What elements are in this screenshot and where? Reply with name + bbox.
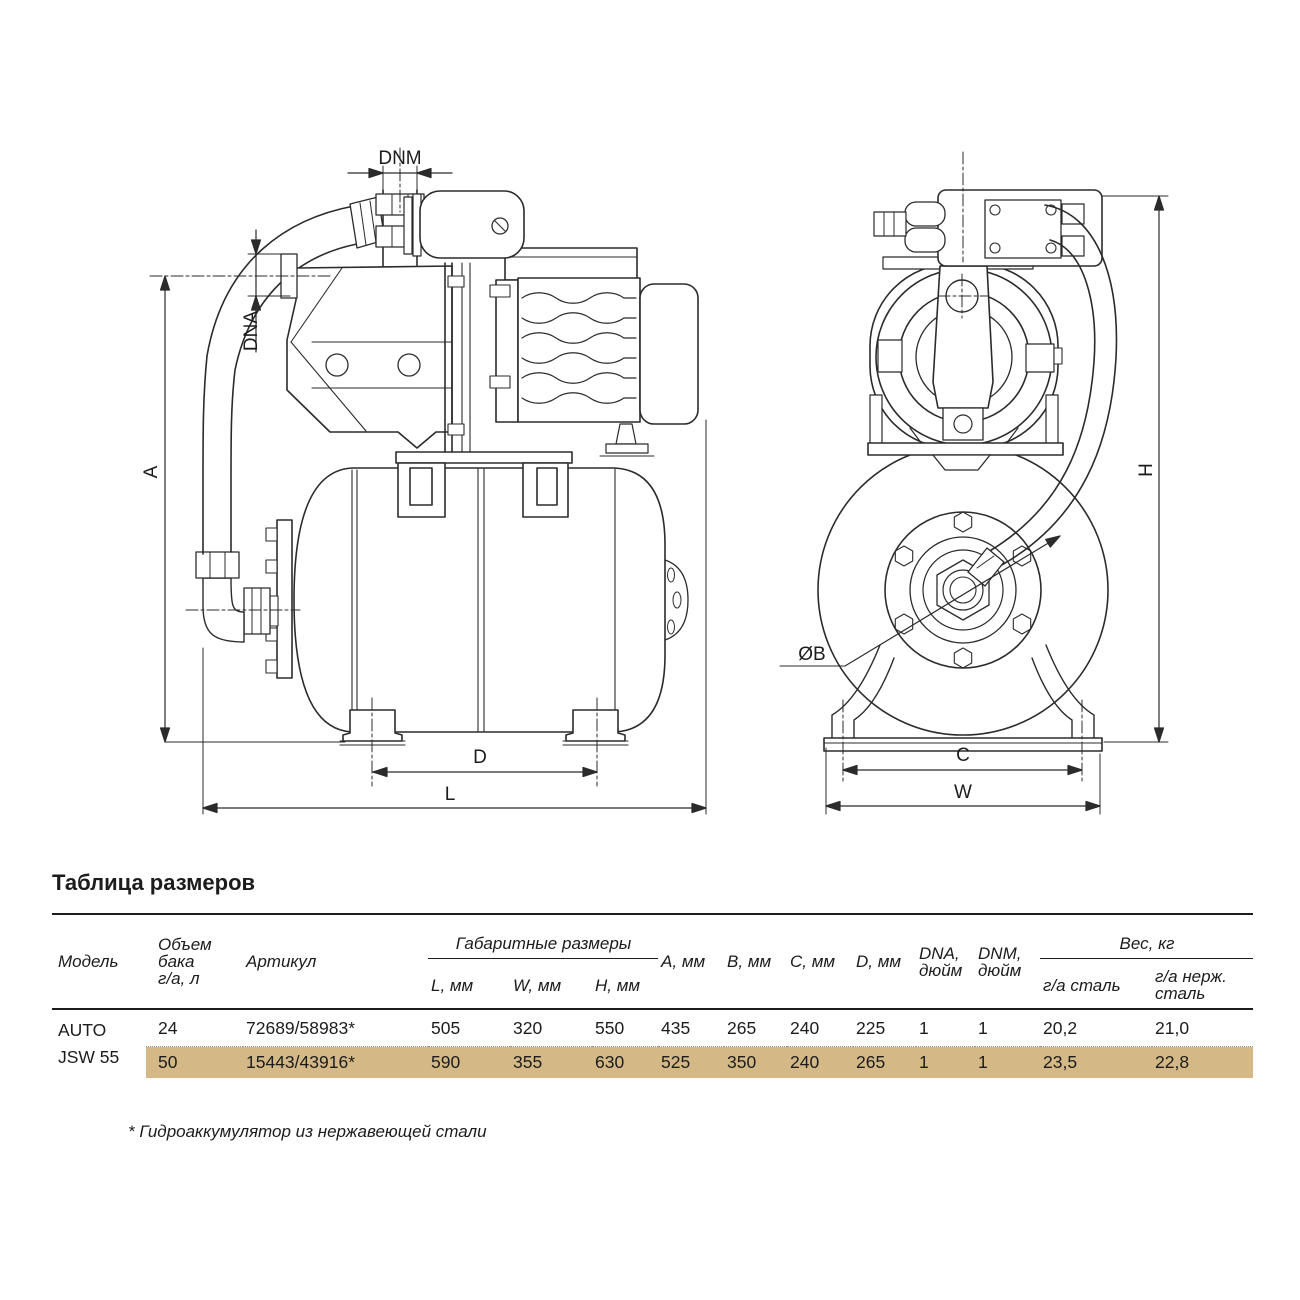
col-header-weight-group: Вес, кг	[1040, 914, 1253, 959]
col-header-c: C, мм	[790, 952, 836, 971]
cell-dna: 1	[919, 1017, 929, 1038]
fan-cover	[640, 284, 698, 424]
dim-label-d: D	[473, 747, 487, 768]
pump-body-side	[281, 254, 452, 448]
cell-b: 350	[724, 1047, 787, 1079]
cell-h: 630	[592, 1047, 658, 1079]
cell-article: 15443/43916*	[243, 1047, 428, 1079]
cell-volume: 50	[146, 1047, 243, 1079]
cell-weight-steel: 23,5	[1040, 1047, 1152, 1079]
motor-foot	[600, 424, 654, 456]
col-header-l: L, мм	[431, 975, 474, 995]
front-view	[818, 152, 1116, 784]
cell-a: 525	[658, 1047, 724, 1079]
cell-c: 240	[790, 1017, 820, 1038]
col-header-dims-group: Габаритные размеры	[428, 914, 658, 959]
table-row-24l	[52, 1009, 1253, 1047]
header-row-groups	[52, 914, 1253, 959]
tank-side	[294, 468, 665, 732]
dim-label-c: C	[956, 745, 970, 766]
terminal-box	[505, 248, 637, 280]
col-header-volume: Объем бака г/а, л	[158, 935, 212, 988]
suction-elbow	[196, 552, 244, 642]
dim-label-w: W	[954, 782, 972, 803]
cell-l: 505	[431, 1017, 461, 1038]
cell-weight-inox: 21,0	[1155, 1017, 1190, 1038]
side-view	[150, 148, 698, 786]
cell-w: 320	[513, 1017, 543, 1038]
col-header-b: B, мм	[727, 952, 772, 971]
pressure-switch-side	[404, 191, 524, 258]
tank-front	[818, 445, 1108, 735]
cell-dnm: 1	[978, 1017, 988, 1038]
cell-volume: 24	[158, 1017, 178, 1038]
col-header-article: Артикул	[246, 952, 317, 971]
col-header-dnm: DNM, дюйм	[978, 943, 1022, 980]
col-header-dna: DNA, дюйм	[919, 943, 963, 980]
dim-label-b: ØB	[798, 644, 826, 665]
cell-b: 265	[727, 1017, 757, 1038]
dim-label-l: L	[444, 784, 456, 805]
cell-l: 590	[428, 1047, 510, 1079]
cell-d: 225	[856, 1017, 886, 1038]
table-footnote: * Гидроаккумулятор из нержавеющей стали	[128, 1122, 487, 1141]
dim-label-a: A	[141, 465, 162, 479]
tank-inlet-flange	[244, 520, 292, 678]
cell-h: 550	[595, 1017, 625, 1038]
dimension-h	[1102, 196, 1168, 742]
col-header-model: Модель	[58, 952, 119, 971]
cell-article: 72689/58983*	[246, 1017, 355, 1038]
col-header-w: W, мм	[513, 975, 562, 995]
model-name-cell: AUTO JSW 55	[52, 1009, 146, 1078]
table-row-50l-highlighted	[52, 1047, 1253, 1079]
col-header-weight-inox: г/а нерж. сталь	[1155, 967, 1227, 1003]
col-header-h: H, мм	[595, 975, 641, 995]
cell-d: 265	[853, 1047, 916, 1079]
col-header-d: D, мм	[856, 952, 902, 971]
cell-weight-steel: 20,2	[1043, 1017, 1078, 1038]
table-title: Таблица размеров	[52, 870, 256, 895]
pump-front	[868, 257, 1063, 470]
cell-dna: 1	[916, 1047, 975, 1079]
dim-label-dnm: DNM	[378, 148, 422, 169]
cell-weight-inox: 22,8	[1152, 1047, 1253, 1079]
col-header-weight-steel: г/а сталь	[1043, 975, 1121, 995]
tank-valve-boss	[665, 560, 688, 640]
motor-side	[490, 248, 698, 456]
cell-a: 435	[661, 1017, 691, 1038]
size-table	[52, 913, 1253, 1078]
pressure-switch-front	[874, 190, 1102, 266]
cell-c: 240	[787, 1047, 853, 1079]
col-header-a: A, мм	[661, 952, 706, 971]
cell-dnm: 1	[975, 1047, 1040, 1079]
cell-w: 355	[510, 1047, 592, 1079]
motor-housing	[518, 278, 640, 422]
dim-label-h: H	[1136, 463, 1157, 477]
dim-label-dna: DNA	[241, 310, 262, 352]
dimension-d	[373, 747, 597, 777]
